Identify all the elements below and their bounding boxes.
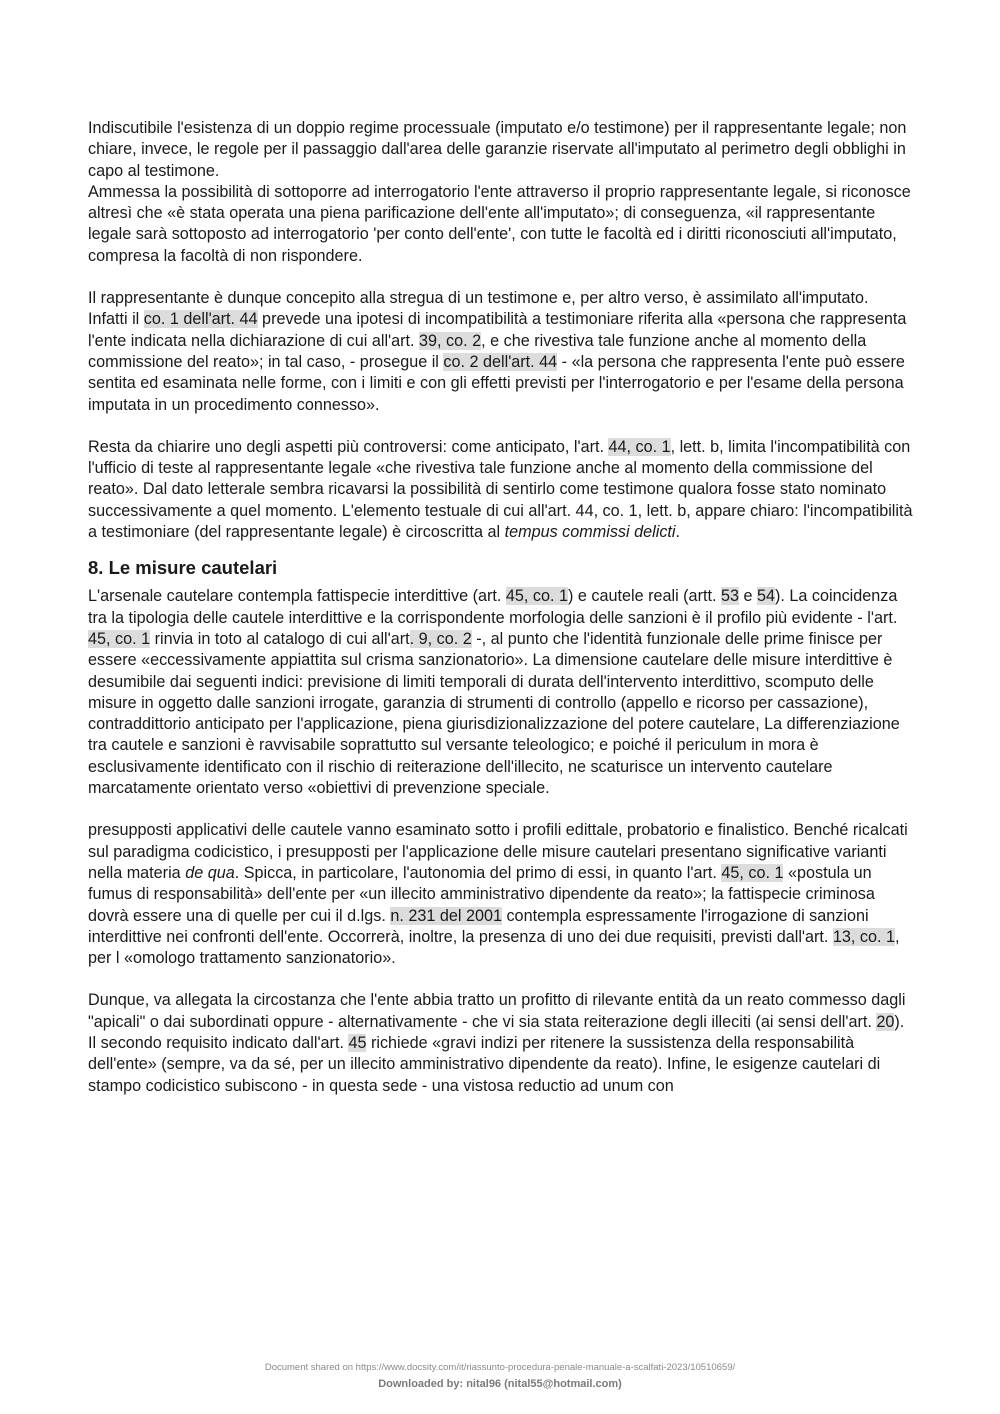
text-run: . [675, 523, 681, 542]
paragraph: Ammessa la possibilità di sottoporre ad interrogatorio l'ente attraverso il proprio rappresentante legale, si riconosce altresì che «è stata operata una piena parificazione dell'ente all'imputato»; di conseguenza, «il rappresentante legale sarà sottoposto ad interrogatorio 'per conto dell'ente', con tutte le facoltà ed i diritti riconosciuti all'imputato, compresa la facoltà di non rispondere. [88, 182, 911, 265]
text-run: - «la persona che rappresenta l'ente può essere sentita ed esaminata nelle forme, con i limiti e con gli effetti previsti per l'interrogatorio e per l'esame della persona imputata in un procedimento connesso». [88, 352, 905, 414]
article-reference: 54 [756, 587, 775, 606]
article-reference: 53 [720, 587, 739, 606]
text-run: ). [894, 1012, 905, 1031]
text-run: prevede una ipotesi di incompatibilità a testimoniare riferita alla «persona che rappresenta l'ente indicata nella dichiarazione di cui all'art. [88, 310, 907, 350]
footer-shared-link[interactable]: Document shared on https://www.docsity.com/it/riassunto-procedura-penale-manuale-a-scalfati-2023/10510659/ [264, 1362, 736, 1373]
section-heading: 8. Le misure cautelari [88, 557, 278, 579]
text-run: ). La coincidenza tra la tipologia delle cautele interdittive e la corrispondente morfologia delle sanzioni è il profilo più evidente - l'art. [88, 587, 898, 627]
text-run: ) e cautele reali (artt. [568, 587, 721, 606]
text-run: , lett. b, limita l'incompatibilità con l'ufficio di teste al rappresentante legale «che rivestiva tale funzione anche al momento della commissione del reato». Dal dato letterale sembra ricavarsi la possibilità di sentirlo come testimone qualora fosse stato nominato successivamente a quel momento. L'elemento testuale di cui all'art. 44, co. 1, lett. b, appare chiaro: l'incompatibilità a testimoniare (del rappresentante legale) è circoscritta al [88, 437, 913, 542]
article-reference: 45, co. 1 [721, 863, 784, 882]
text-run: Resta da chiarire uno degli aspetti più controversi: come anticipato, l'art. [88, 437, 609, 456]
article-reference: 39, co. 2 [419, 331, 482, 350]
text-run: e [738, 587, 757, 606]
article-reference: . 9, co. 2 [409, 629, 472, 648]
article-reference: 45, co. 1 [88, 629, 151, 648]
italic-text: de qua [185, 863, 235, 882]
text-run: , per l «omologo trattamento sanzionatorio». [88, 927, 900, 968]
paragraph [88, 437, 918, 543]
text-run: contempla espressamente l'irrogazione di sanzioni interdittive nei confronti dell'ente. Occorrerà, inoltre, la presenza di uno dei due requisiti, previsti dall'art. [88, 906, 869, 946]
paragraph [88, 990, 918, 1033]
article-reference: co. 2 dell'art. 44 [443, 352, 558, 371]
document-body [88, 118, 918, 1097]
paragraph: Indiscutibile l'esistenza di un doppio regime processuale (imputato e/o testimone) per il rappresentante legale; non chiare, invece, le regole per il passaggio dall'area delle garanzie riservate all'imputato al perimetro degli obblighi in capo al testimone. [88, 119, 907, 180]
article-reference: 45 [348, 1033, 367, 1052]
text-run: L'arsenale cautelare contempla fattispecie interdittive (art. [88, 587, 506, 606]
paragraph [88, 1033, 918, 1097]
article-reference: 13, co. 1 [832, 927, 896, 946]
article-reference: 44, co. 1 [608, 437, 671, 456]
paragraph [88, 309, 918, 415]
text-run: , e che rivestiva tale funzione anche al momento della commissione del reato»; in tal caso, - prosegue il [88, 331, 867, 371]
text-run: «postula un fumus di responsabilità» dell'ente per «un illecito amministrativo dipendente da reato»; la fattispecie criminosa dovrà essere una di quelle per cui il d.lgs. [88, 863, 875, 925]
text-run: presupposti applicativi delle cautele vanno esaminato sotto i profili edittale, probatorio e finalistico. Benché ricalcati sul paradigma codicistico, i presupposti per l'applicazione delle misure cautelari presentano significative varianti nella materia [88, 821, 908, 882]
article-reference: 20 [876, 1012, 895, 1031]
text-run: rinvia in toto al catalogo di cui all'art [150, 629, 410, 648]
footer-downloaded-by: Downloaded by: nital96 (nital55@hotmail.com) [378, 1378, 622, 1390]
paragraph [88, 586, 918, 799]
paragraph [88, 820, 918, 969]
article-reference: co. 1 dell'art. 44 [143, 310, 258, 329]
article-reference: n. 231 del 2001 [390, 906, 502, 925]
text-run: Infatti il [88, 310, 144, 329]
paragraph: Il rappresentante è dunque concepito alla stregua di un testimone e, per altro verso, è assimilato all'imputato. [88, 289, 869, 308]
text-run: -, al punto che l'identità funzionale delle prime finisce per essere «eccessivamente appiattita sul crisma sanzionatorio». La dimensione cautelare delle misure interdittive è desumibile dai seguenti indici: previsione di limiti temporali di durata dell'intervento interdittivo, scomputo delle misure in oggetto dalle sanzioni irrogate, garanzia di strumenti di controllo (appello e ricorso per cassazione), contraddittorio anticipato per l'applicazione, piena giurisdizionalizzazione del potere cautelare, La differenziazione tra cautele e sanzioni è ravvisabile soprattutto sul versante teleologico; e poiché il periculum in mora è esclusivamente identificato con il rischio di reiterazione dell'illecito, ne scaturisce un intervento cautelare marcatamente orientato verso «obiettivi di prevenzione speciale. [88, 629, 900, 798]
text-run: richiede «gravi indizi per ritenere la sussistenza della responsabilità dell'ente» (sempre, va da sé, per un illecito amministrativo dipendente da reato). Infine, le esigenze cautelari di stampo codicistico subiscono - in questa sede - una vistosa reductio ad unum con [88, 1033, 881, 1095]
text-run: Dunque, va allegata la circostanza che l'ente abbia tratto un profitto di rilevante entità da un reato commesso dagli "apicali" o dai subordinati oppure - alternativamente - che vi sia stata reiterazione degli illeciti (ai sensi dell'art. [88, 991, 906, 1031]
article-reference: 45, co. 1 [505, 587, 568, 606]
italic-text: tempus commissi delicti [504, 523, 676, 542]
text-run: . Spicca, in particolare, l'autonomia del primo di essi, in quanto l'art. [234, 863, 722, 882]
text-run: Il secondo requisito indicato dall'art. [88, 1033, 349, 1052]
